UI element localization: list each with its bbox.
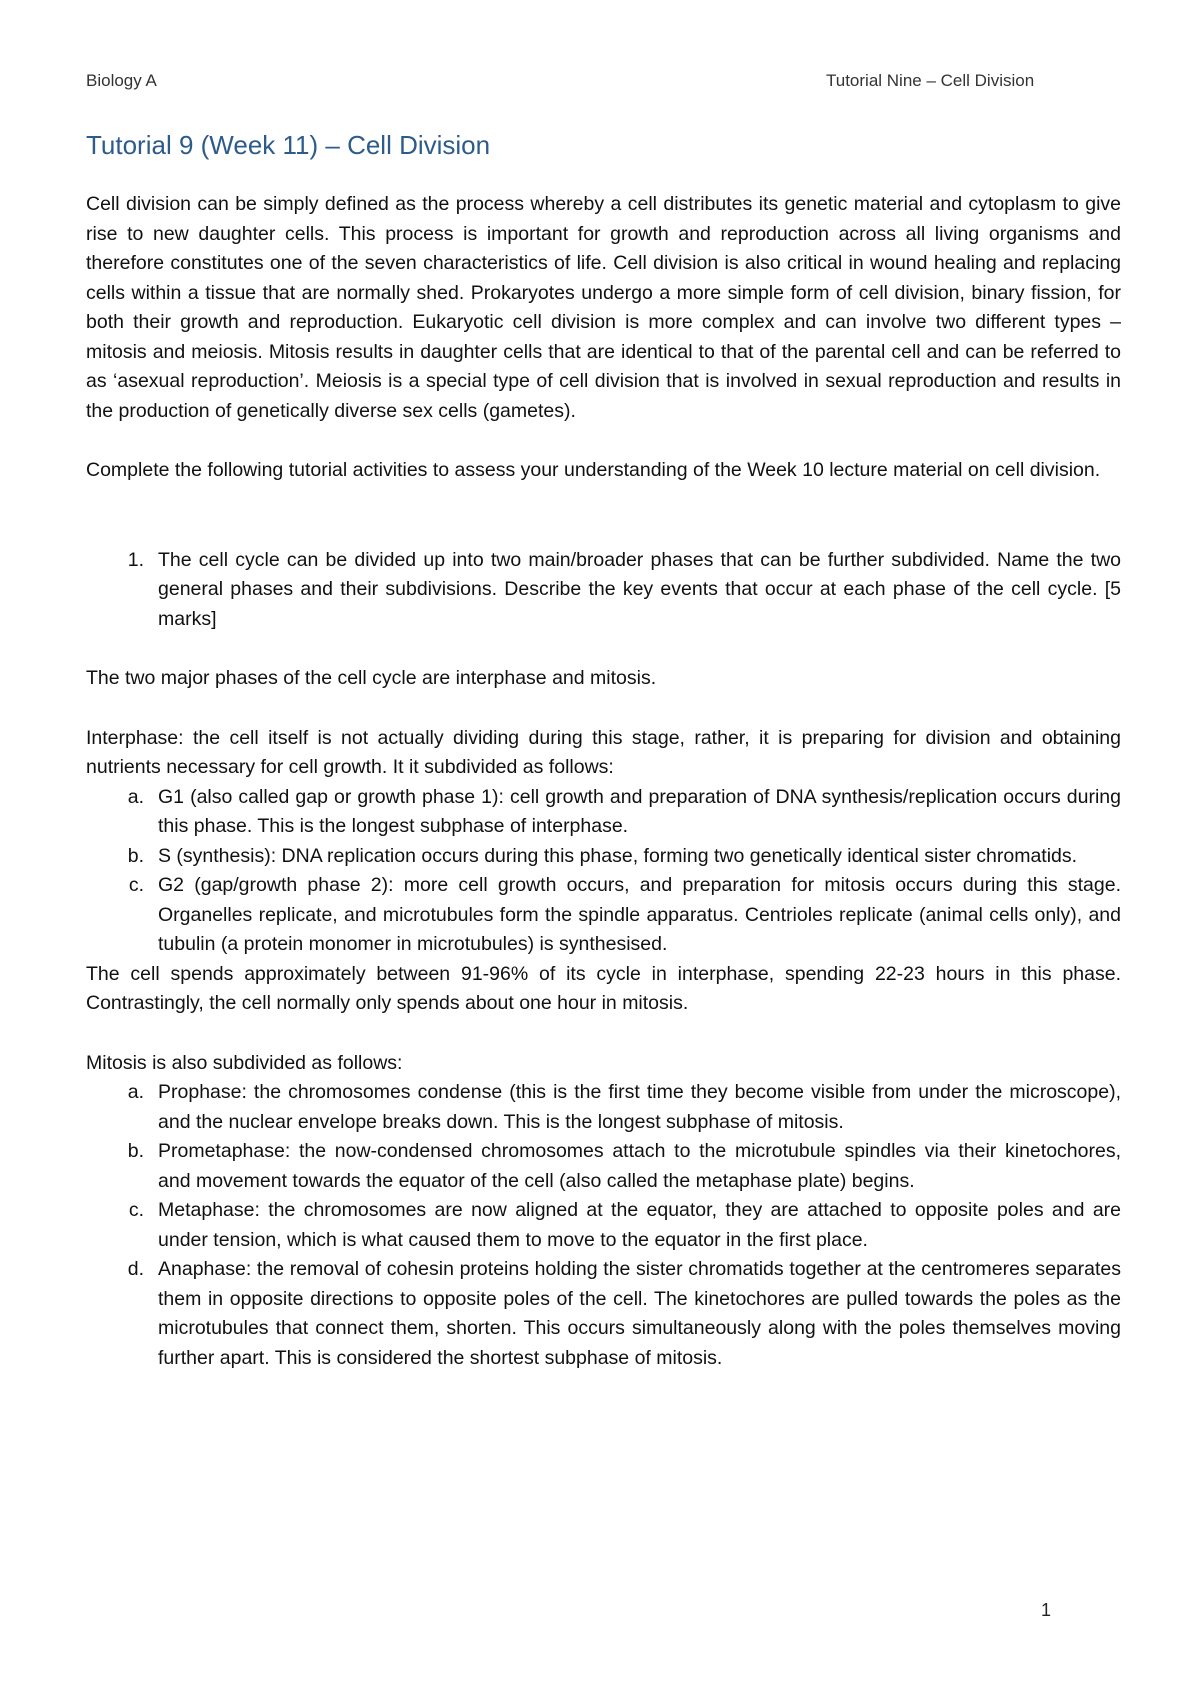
list-item xyxy=(86,1255,1121,1373)
list-item xyxy=(86,1078,1121,1137)
list-item-text: S (synthesis): DNA replication occurs during this phase, forming two genetically identical sister chromatids. xyxy=(158,844,1078,867)
list-item xyxy=(86,1196,1121,1255)
list-marker: a. xyxy=(127,1081,144,1103)
list-marker: b. xyxy=(127,844,144,867)
list-item xyxy=(86,1137,1121,1196)
instructions-paragraph: Complete the following tutorial activities to assess your understanding of the Week 10 lecture material on cell division. xyxy=(86,459,1101,481)
list-item-text: Prophase: the chromosomes condense (this is the first time they become visible from under the microscope), and the nuclear envelope breaks down. This is the longest subphase of mitosis. xyxy=(158,1081,1121,1133)
header-tutorial: Tutorial Nine – Cell Division xyxy=(826,71,1035,90)
question-text: The cell cycle can be divided up into two main/broader phases that can be further subdivided. Name the two general phases and their subdivisions. Describe the key events that occur at each phase of the cell cycle. [5 marks] xyxy=(158,548,1121,630)
list-marker: b. xyxy=(127,1140,144,1162)
header-course: Biology A xyxy=(86,71,157,90)
mitosis-intro: Mitosis is also subdivided as follows: xyxy=(86,1051,403,1074)
list-item xyxy=(86,783,1121,842)
interphase-summary: The cell spends approximately between 91-96% of its cycle in interphase, spending 22-23 hours in this phase. Contrastingly, the cell normally only spends about one hour in mitosis. xyxy=(86,962,1121,1014)
list-item-text: Anaphase: the removal of cohesin proteins holding the sister chromatids together at the centromeres separates them in opposite directions to opposite poles of the cell. The kinetochores are pulled towards the poles as the microtubules that connect them, shorten. This occurs simultaneously along with the poles themselves moving further apart. This is considered the shortest subphase of mitosis. xyxy=(158,1258,1121,1369)
list-marker: c. xyxy=(128,1199,144,1221)
list-item xyxy=(86,871,1121,960)
list-marker: a. xyxy=(127,785,144,808)
question-1 xyxy=(86,546,1121,635)
document-body xyxy=(86,190,1121,1373)
list-item-text: G2 (gap/growth phase 2): more cell growth occurs, and preparation for mitosis occurs during this stage. Organelles replicate, and microtubules form the spindle apparatus. Centrioles replicate (animal cells only), and tubulin (a protein monomer in microtubules) is synthesised. xyxy=(158,874,1121,955)
interphase-intro: Interphase: the cell itself is not actually dividing during this stage, rather, it is preparing for division and obtaining nutrients necessary for cell growth. It it subdivided as follows: xyxy=(86,726,1121,778)
list-item-text: G1 (also called gap or growth phase 1): cell growth and preparation of DNA synthesis/replication occurs during this phase. This is the longest subphase of interphase. xyxy=(158,785,1121,837)
page-number: 1 xyxy=(1041,1600,1052,1620)
list-item-text: Metaphase: the chromosomes are now aligned at the equator, they are attached to opposite poles and are under tension, which is what caused them to move to the equator in the first place. xyxy=(158,1199,1121,1251)
intro-paragraph: Cell division can be simply defined as the process whereby a cell distributes its genetic material and cytoplasm to give rise to new daughter cells. This process is important for growth and reproduction across all living organisms and therefore constitutes one of the seven characteristics of life. Cell division is also critical in wound healing and replacing cells within a tissue that are normally shed. Prokaryotes undergo a more simple form of cell division, binary fission, for both their growth and reproduction. Eukaryotic cell division is more complex and can involve two different types – mitosis and meiosis. Mitosis results in daughter cells that are identical to that of the parental cell and can be referred to as ‘asexual reproduction’. Meiosis is a special type of cell division that is involved in sexual reproduction and results in the production of genetically diverse sex cells (gametes). xyxy=(86,193,1121,422)
list-item xyxy=(86,842,1121,872)
major-phases-answer: The two major phases of the cell cycle are interphase and mitosis. xyxy=(86,667,657,689)
question-number: 1. xyxy=(127,548,144,571)
list-marker: d. xyxy=(127,1258,144,1280)
page-title: Tutorial 9 (Week 11) – Cell Division xyxy=(86,130,491,160)
list-marker: c. xyxy=(128,874,144,896)
list-item-text: Prometaphase: the now-condensed chromosomes attach to the microtubule spindles via their kinetochores, and movement towards the equator of the cell (also called the metaphase plate) begins. xyxy=(158,1140,1121,1192)
